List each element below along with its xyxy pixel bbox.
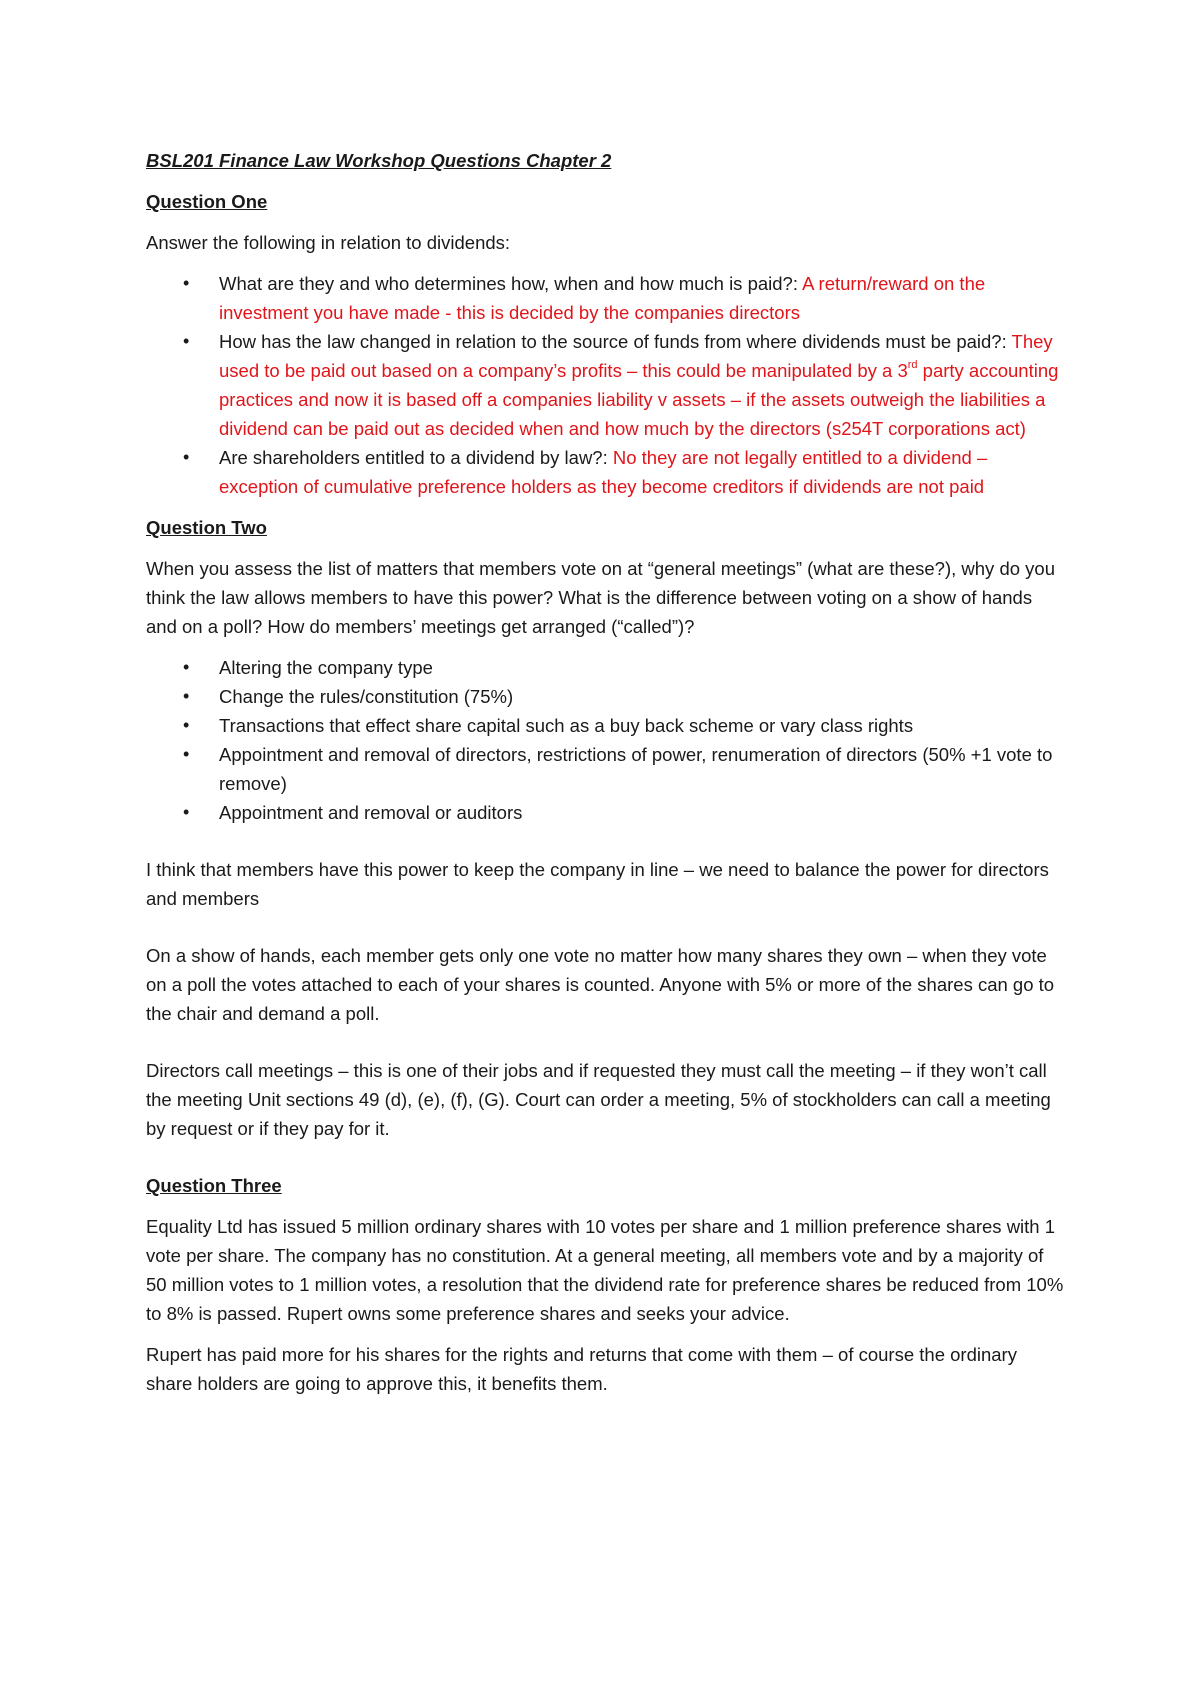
list-item bbox=[146, 269, 1066, 327]
list-item: • Appointment and removal of directors, restrictions of power, renumeration of directors (50% +1 vote to remove) bbox=[146, 740, 1066, 798]
question-text: What are they and who determines how, when and how much is paid?: bbox=[219, 273, 803, 294]
document-title: BSL201 Finance Law Workshop Questions Chapter 2 bbox=[146, 150, 612, 171]
list-item bbox=[146, 327, 1066, 443]
question-text: How has the law changed in relation to the source of funds from where dividends must be paid?: bbox=[219, 331, 1012, 352]
answer-text: No they are not legally entitled to a dividend – exception of cumulative preference holders as they become creditors if dividends are not paid bbox=[219, 447, 988, 497]
question-three-answer: Rupert has paid more for his shares for the rights and returns that come with them – of course the ordinary share holders are going to approve this, it benefits them. bbox=[146, 1344, 1017, 1394]
list-item: • Appointment and removal or auditors bbox=[146, 798, 1066, 827]
superscript: rd bbox=[907, 358, 918, 371]
answer-text: They used to be paid out based on a company’s profits – this could be manipulated by a 3rd party accounting practices and now it is based off a companies liability v assets – if the assets outweigh the liabilities a dividend can be paid out as decided when and how much by the directors (s254T corporations act) bbox=[219, 331, 1059, 439]
question-two-list bbox=[146, 653, 1066, 827]
list-item: • Transactions that effect share capital such as a buy back scheme or vary class rights bbox=[146, 711, 1066, 740]
question-one-heading: Question One bbox=[146, 191, 268, 212]
question-text: Are shareholders entitled to a dividend by law?: bbox=[219, 447, 613, 468]
question-two-paragraph: I think that members have this power to keep the company in line – we need to balance the power for directors and members bbox=[146, 859, 1049, 909]
question-two-heading: Question Two bbox=[146, 517, 267, 538]
document-page bbox=[146, 146, 1066, 1410]
question-two-paragraph: Directors call meetings – this is one of their jobs and if requested they must call the meeting – if they won’t call the meeting Unit sections 49 (d), (e), (f), (G). Court can order a meeting, 5% of stockholders can call a meeting by request or if they pay for it. bbox=[146, 1060, 1051, 1139]
question-two-text: When you assess the list of matters that members vote on at “general meetings” (what are these?), why do you think the law allows members to have this power? What is the difference between voting on a show of hands and on a poll? How do members’ meetings get arranged (“called”)? bbox=[146, 558, 1055, 637]
list-item bbox=[146, 443, 1066, 501]
question-one-list bbox=[146, 269, 1066, 501]
list-item: • Altering the company type bbox=[146, 653, 1066, 682]
question-three-text: Equality Ltd has issued 5 million ordinary shares with 10 votes per share and 1 million preference shares with 1 vote per share. The company has no constitution. At a general meeting, all members vote and by a majority of 50 million votes to 1 million votes, a resolution that the dividend rate for preference shares be reduced from 10% to 8% is passed. Rupert owns some preference shares and seeks your advice. bbox=[146, 1216, 1064, 1324]
question-one-intro: Answer the following in relation to dividends: bbox=[146, 232, 511, 253]
question-two-paragraph: On a show of hands, each member gets only one vote no matter how many shares they own – when they vote on a poll the votes attached to each of your shares is counted. Anyone with 5% or more of the shares can go to the chair and demand a poll. bbox=[146, 945, 1055, 1024]
question-three-heading: Question Three bbox=[146, 1175, 282, 1196]
list-item: • Change the rules/constitution (75%) bbox=[146, 682, 1066, 711]
answer-text: A return/reward on the investment you have made - this is decided by the companies directors bbox=[219, 273, 986, 323]
